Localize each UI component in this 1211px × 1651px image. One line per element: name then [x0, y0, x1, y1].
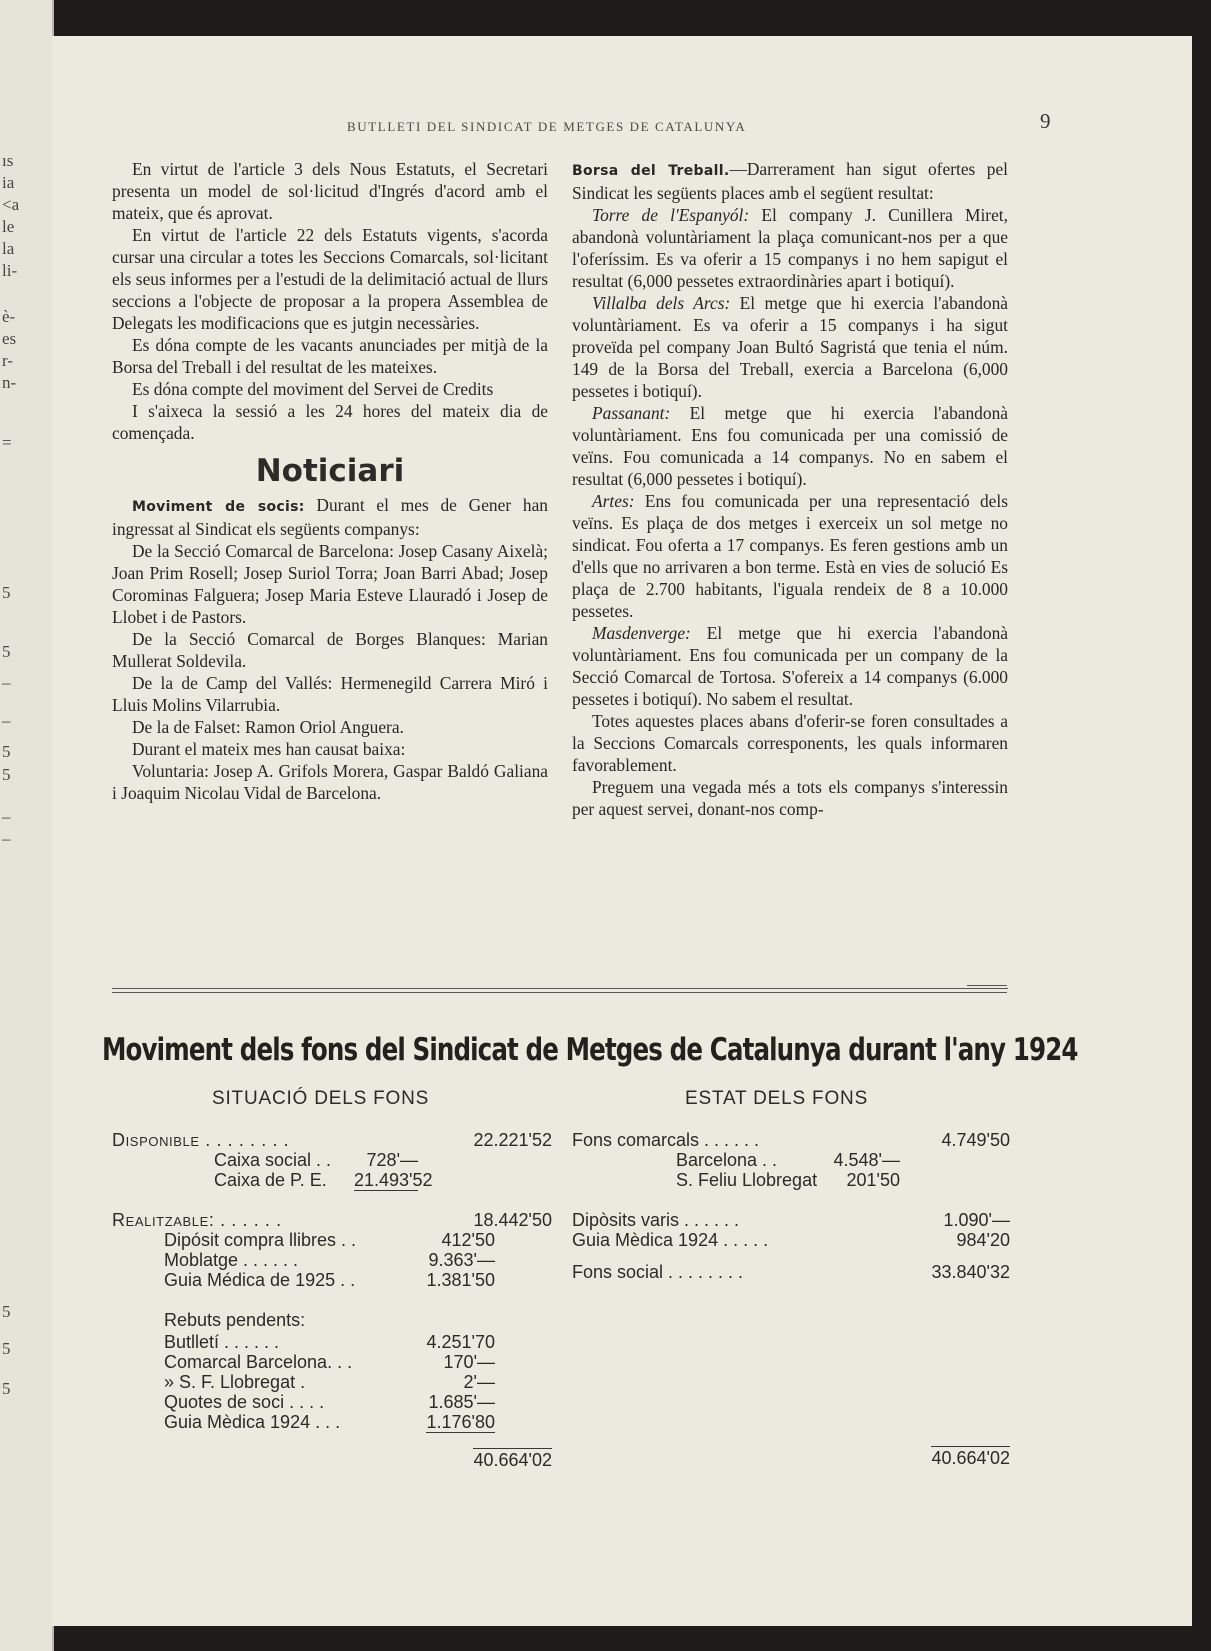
sant-feliu-label: S. Feliu Llobregat [676, 1170, 818, 1190]
caixa-social-label: Caixa social . . [214, 1150, 332, 1170]
section-divider [112, 988, 1008, 989]
fons-social-label: Fons social . . . . . . . . [572, 1262, 744, 1282]
section-divider [112, 992, 967, 993]
section-heading-noticiari: Noticiari [255, 453, 405, 489]
ledger-item-value: 1.381'50 [426, 1270, 495, 1290]
paragraph-text: El metge que hi exercia l'abandonà voluntàriament. Es va oferir a 15 companys i ha sigut proveïda pel company Joan Bultó Sagristá que tenia el núm. 149 de la Borsa del Treball, exercia a Barcelona (6,000 pessetes i botiquí). [572, 293, 1008, 401]
ledger-item-value: 1.685'— [428, 1392, 495, 1412]
realitzable-total: 18.442'50 [473, 1210, 552, 1230]
runin-heading: Borsa del Treball. [572, 163, 730, 179]
paragraph-text: El metge que hi exercia l'abandonà voluntàriament. Ens fou comunicada per una comissió de veïns. Fou comunicada a 14 companys. No en sabem el resultat (6,000 pessetes i botiquí). [572, 403, 1008, 489]
ledger-item-label: Dipósit compra llibres . . [164, 1230, 357, 1250]
place-name: Passanant: [592, 403, 671, 423]
guia-medica-label: Guia Mèdica 1924 . . . . . [572, 1230, 769, 1250]
adjacent-page-text-fragment: 5 [2, 742, 11, 761]
paragraph: De la de Falset: Ramon Oriol Anguera. [132, 717, 404, 737]
guia-medica-value: 984'20 [956, 1230, 1010, 1250]
adjacent-page-edge [0, 0, 54, 1651]
fons-comarcals-total: 4.749'50 [941, 1130, 1010, 1150]
paragraph [572, 490, 1008, 622]
ledger-item-value: 9.363'— [428, 1250, 495, 1270]
diposits-varis-value: 1.090'— [943, 1210, 1010, 1230]
ledger-item-label: Guia Mèdica 1924 . . . [164, 1412, 341, 1432]
paragraph: De la Secció Comarcal de Borges Blanques: Marian Mullerat Soldevila. [112, 629, 548, 671]
paragraph-text: Ens fou comunicada per una representació dels veïns. Es plaça de dos metges i exerceix un sol metge no sindicat. Fou oferta a 17 companys. Es feren gestions amb un d'ells que no arrivaren a bon terme. Està en vies de solució Es plaça de 2.700 habitants, l'iguala rendeix de 8 a 10.000 pessetes. [572, 491, 1008, 621]
document-page [52, 36, 1192, 1626]
ledger-item-label: Moblatge . . . . . . [164, 1250, 299, 1270]
adjacent-page-text-fragment: li- [2, 261, 18, 280]
barcelona-value: 4.548'— [833, 1150, 900, 1170]
adjacent-page-text-fragment: 5 [2, 1339, 11, 1358]
paragraph [572, 204, 1008, 292]
paragraph-text: —Darrerament han sigut ofertes pel Sindicat les següents places amb el següent resultat: [572, 159, 1009, 203]
ledger-item-value: 170'— [443, 1352, 495, 1372]
barcelona-label: Barcelona . . [676, 1150, 778, 1170]
paragraph: De la Secció Comarcal de Barcelona: Josep Casany Aixelà; Joan Prim Rosell; Josep Suriol Torra; Joan Barri Abad; Josep Corominas Falguera; Josep Maria Esteve Llauradó i Josep de Llobet i de Pastors. [112, 541, 548, 627]
disponible-label: Disponible . . . . . . . . [112, 1130, 290, 1150]
section-divider [967, 985, 1007, 986]
paragraph [572, 622, 1008, 710]
paragraph: Totes aquestes places abans d'oferir-se foren consultades a la Seccions Comarcals corresponents, les quals informaren favorablement. [572, 711, 1008, 775]
adjacent-page-text-fragment: 5 [2, 583, 11, 602]
paragraph: I s'aixeca la sessió a les 24 hores del mateix dia de començada. [112, 401, 548, 443]
realitzable-label: Realitzable: . . . . . . [112, 1210, 282, 1230]
funds-title: Moviment dels fons del Sindicat de Metges de Catalunya durant l'any 1924 [102, 1032, 1078, 1068]
adjacent-page-text-fragment: 5 [2, 642, 11, 661]
adjacent-page-text-fragment: 5 [2, 1302, 11, 1321]
ledger-item-label: Guia Médica de 1925 . . [164, 1270, 356, 1290]
adjacent-page-text-fragment: ıs [2, 151, 14, 170]
paragraph: De la de Camp del Vallés: Hermenegild Carrera Miró i Lluis Molins Vilarrubia. [112, 673, 548, 715]
adjacent-page-text-fragment: – [2, 673, 11, 692]
runin-heading: Moviment de socis: [132, 499, 305, 515]
adjacent-page-text-fragment: r- [2, 351, 13, 370]
ledger-item-value: 412'50 [441, 1230, 495, 1250]
paragraph-text: El metge que hi exercia l'abandonà voluntàriament. Ens fou comunicada per un company de la Secció Comarcal de Tortosa. S'ofereix a 14 companys (6.000 pessetes i botiquí). No sabem el resultat. [572, 623, 1008, 709]
rebuts-pendents-label: Rebuts pendents: [164, 1310, 306, 1330]
paragraph [572, 402, 1008, 490]
ledger-item-value: 4.251'70 [426, 1332, 495, 1352]
ledger-item-value: 1.176'80 [426, 1412, 495, 1432]
adjacent-page-text-fragment: es [2, 329, 17, 348]
paragraph: En virtut de l'article 22 dels Estatuts vigents, s'acorda cursar una circular a totes les Seccions Comarcals, sol·licitant els seus informes per a l'estudi de la delimitació actual de llurs seccions a l'objecte de proposar a la propera Assemblea de Delegats les modificacions que es jutgin necessàries. [112, 225, 548, 333]
adjacent-page-text-fragment: 5 [2, 765, 11, 784]
paragraph: Voluntaria: Josep A. Grifols Morera, Gaspar Baldó Galiana i Joaquim Nicolau Vidal de Barcelona. [112, 761, 548, 803]
diposits-varis-label: Dipòsits varis . . . . . . [572, 1210, 740, 1230]
adjacent-page-text-fragment: le [2, 217, 15, 236]
fons-social-value: 33.840'32 [931, 1262, 1010, 1282]
paragraph [572, 292, 1008, 402]
right-column [572, 158, 1008, 820]
sant-feliu-value: 201'50 [846, 1170, 900, 1190]
adjacent-page-text-fragment: – [2, 807, 11, 826]
disponible-total: 22.221'52 [473, 1130, 552, 1150]
caixa-pe-label: Caixa de P. E. [214, 1170, 327, 1190]
paragraph: Durant el mateix mes han causat baixa: [132, 739, 406, 759]
ledger-item-value: 2'— [463, 1372, 495, 1392]
paragraph [112, 494, 548, 540]
adjacent-page-text-fragment: <a [2, 195, 20, 214]
fons-comarcals-label: Fons comarcals . . . . . . [572, 1130, 760, 1150]
running-header: BUTLLETI DEL SINDICAT DE METGES DE CATALUNYA [347, 119, 747, 134]
adjacent-page-text-fragment: ia [2, 173, 15, 192]
paragraph: En virtut de l'article 3 dels Nous Estatuts, el Secretari presenta un model de sol·licitud d'Ingrés d'acord amb el mateix, que és aprovat. [112, 159, 548, 223]
adjacent-page-text-fragment: 5 [2, 1379, 11, 1398]
paragraph [572, 158, 1008, 204]
paragraph: Es dóna compte de les vacants anunciades per mitjà de la Borsa del Treball i del resultat de les mateixes. [112, 335, 548, 377]
caixa-social-value: 728'— [366, 1150, 418, 1170]
left-table-heading: SITUACIÓ DELS FONS [212, 1088, 430, 1109]
ledger-item-label: Quotes de soci . . . . [164, 1392, 325, 1412]
adjacent-page-text-fragment: è- [2, 307, 16, 326]
right-grand-total: 40.664'02 [931, 1448, 1010, 1468]
ledger-item-label: » S. F. Llobregat . [164, 1372, 306, 1392]
adjacent-page-text-fragment: la [2, 239, 15, 258]
adjacent-page-text-fragment: – [2, 829, 11, 848]
adjacent-page-text-fragment: n- [2, 373, 17, 392]
caixa-pe-value: 21.493'52 [354, 1170, 433, 1190]
place-name: Torre de l'Espanyól: [592, 205, 750, 225]
page-number: 9 [1040, 109, 1051, 133]
ledger-item-label: Butlletí . . . . . . [164, 1332, 280, 1352]
left-column [112, 158, 548, 804]
paragraph: Preguem una vegada més a tots els companys s'interessin per aquest servei, donant-nos comp- [572, 777, 1008, 819]
place-name: Artes: [592, 491, 635, 511]
section-divider [967, 992, 1007, 993]
right-table-heading: ESTAT DELS FONS [685, 1088, 869, 1109]
ledger-item-label: Comarcal Barcelona. . . [164, 1352, 353, 1372]
adjacent-page-text-fragment: – [2, 711, 11, 730]
paragraph-text: El company J. Cunillera Miret, abandonà voluntàriament la plaça comunicant-nos per a que l'oferíssim. Es va oferir a 15 companys i no hem sapigut el resultat (6,000 pessetes extraordinàries apart i botiquí). [572, 205, 1008, 291]
adjacent-page-text-fragment: = [2, 433, 12, 452]
paragraph: Es dóna compte del moviment del Servei de Credits [132, 379, 494, 399]
place-name: Villalba dels Arcs: [592, 293, 731, 313]
left-grand-total: 40.664'02 [473, 1450, 552, 1470]
place-name: Masdenverge: [592, 623, 691, 643]
paragraph-text: Durant el mes de Gener han ingressat al Sindicat els següents companys: [112, 495, 548, 539]
